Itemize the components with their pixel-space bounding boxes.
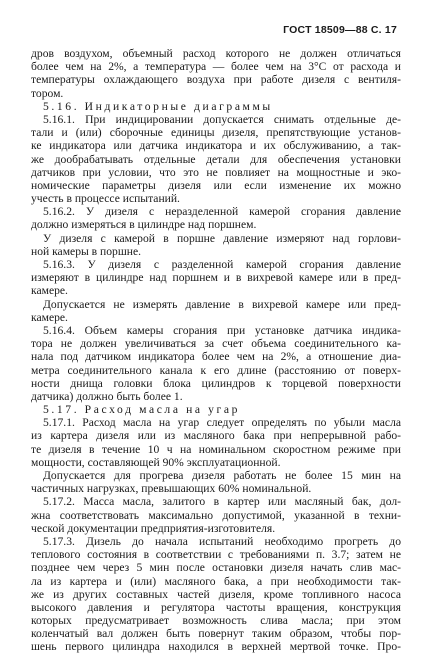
text-line: ной камеры в поршне. — [31, 244, 142, 258]
text-line: из картера дизеля или из масляного бака при непрерывной рабо- — [31, 429, 401, 443]
text-line: нала под датчиком индикатора более чем на 2%, а отношение диа- — [31, 350, 401, 364]
text-line: которых предусматривает возможность слива масла; при этом — [31, 614, 401, 628]
text-line: ности днища головки блока цилиндров к торцевой поверхности — [31, 376, 401, 390]
text-line: позднее чем через 5 мин после остановки дизеля начать слив мас- — [31, 561, 401, 575]
text-line: датчика) должно быть более 1. — [31, 389, 183, 403]
text-line: камере. — [31, 310, 68, 324]
text-line: шень первого цилиндра находился в верхней мертвой точке. Про- — [31, 640, 401, 654]
text-line: учесть в процессе испытаний. — [31, 192, 180, 206]
text-line: измеряют в цилиндре над поршнем и в вихревой камере или в пред- — [31, 271, 401, 285]
text-line: тали и (или) сборочные единицы дизеля, препятствующие установ- — [31, 126, 401, 140]
document-body — [31, 47, 401, 654]
text-line: 5.16.3. У дизеля с разделенной камерой сгорания давление — [43, 258, 401, 271]
section-heading: 5.17. Расход масла на угар — [43, 403, 241, 417]
text-line: частичных нагрузках, превышающих 60% номинальной. — [31, 482, 312, 496]
text-line: мощности, составляющей 90% эксплуатационной. — [31, 455, 281, 469]
text-line: более чем на 2%, а температура — более чем на 3°С от расхода и — [31, 60, 401, 74]
text-line: ла из картера и (или) масляного бака, а при необходимости так- — [31, 574, 401, 588]
text-line: метра соединительного канала к его длине (расстоянию от поверх- — [31, 363, 401, 377]
text-line: же дообрабатывать отдельные детали для обеспечения установки — [31, 152, 401, 166]
text-line: 5.16.1. При индицировании допускается снимать отдельные де- — [43, 112, 401, 126]
text-line: У дизеля с камерой в поршне давление измеряют над горлови- — [43, 231, 401, 245]
text-line: тора не должен увеличиваться за счет объема соединительного ка- — [31, 337, 401, 351]
text-line: номические параметры дизеля или если изменение их можно — [31, 178, 401, 192]
text-line: жна соответствовать максимально допустимой, указанной в техни- — [31, 508, 401, 522]
text-line: тором. — [31, 86, 64, 100]
text-line: ке индикатора или датчика индикатора и их обслуживанию, а так- — [31, 139, 401, 153]
text-line: коленчатый вал должен быть повернут таким образом, чтобы пор- — [31, 627, 401, 641]
text-line: должно измеряться в цилиндре над поршнем. — [31, 218, 257, 232]
text-line: те дизеля в течение 10 ч на номинальном скоростном режиме при — [31, 442, 401, 456]
text-line: датчиков при условии, что это не повлияет на мощностные и эко- — [31, 165, 401, 179]
text-line: 5.17.1. Расход масла на угар следует определять по убыли масла — [43, 416, 401, 430]
text-line: теплового состояния в соответствии с требованиями п. 3.7; затем не — [31, 548, 401, 562]
text-line: же из других составных частей дизеля, кроме топливного насоса — [31, 587, 401, 601]
page-header: ГОСТ 18509—88 С. 17 — [283, 24, 397, 36]
text-line: Допускается не измерять давление в вихревой камере или пред- — [43, 297, 401, 311]
text-line: высокого давления и регулятора частоты вращения, конструкция — [31, 600, 401, 614]
text-line: камере. — [31, 284, 68, 298]
text-line: температуры охлаждающего воздуха при работе дизеля с вентиля- — [31, 73, 401, 87]
text-line: 5.16.2. У дизеля с неразделенной камерой сгорания давление — [43, 205, 401, 219]
text-line: 5.17.3. Дизель до начала испытаний необходимо прогреть до — [43, 534, 401, 548]
text-line: Допускается для прогрева дизеля работать не более 15 мин на — [43, 469, 401, 482]
text-line: ческой документации предприятия-изготовителя. — [31, 521, 276, 535]
text-line: 5.16.4. Объем камеры сгорания при установке датчика индика- — [43, 323, 401, 337]
section-heading: 5.16. Индикаторные диаграммы — [43, 99, 273, 113]
text-line: дров воздухом, объемный расход которого не должен отличаться — [31, 47, 401, 60]
text-line: 5.17.2. Масса масла, залитого в картер или масляный бак, дол- — [43, 495, 401, 509]
